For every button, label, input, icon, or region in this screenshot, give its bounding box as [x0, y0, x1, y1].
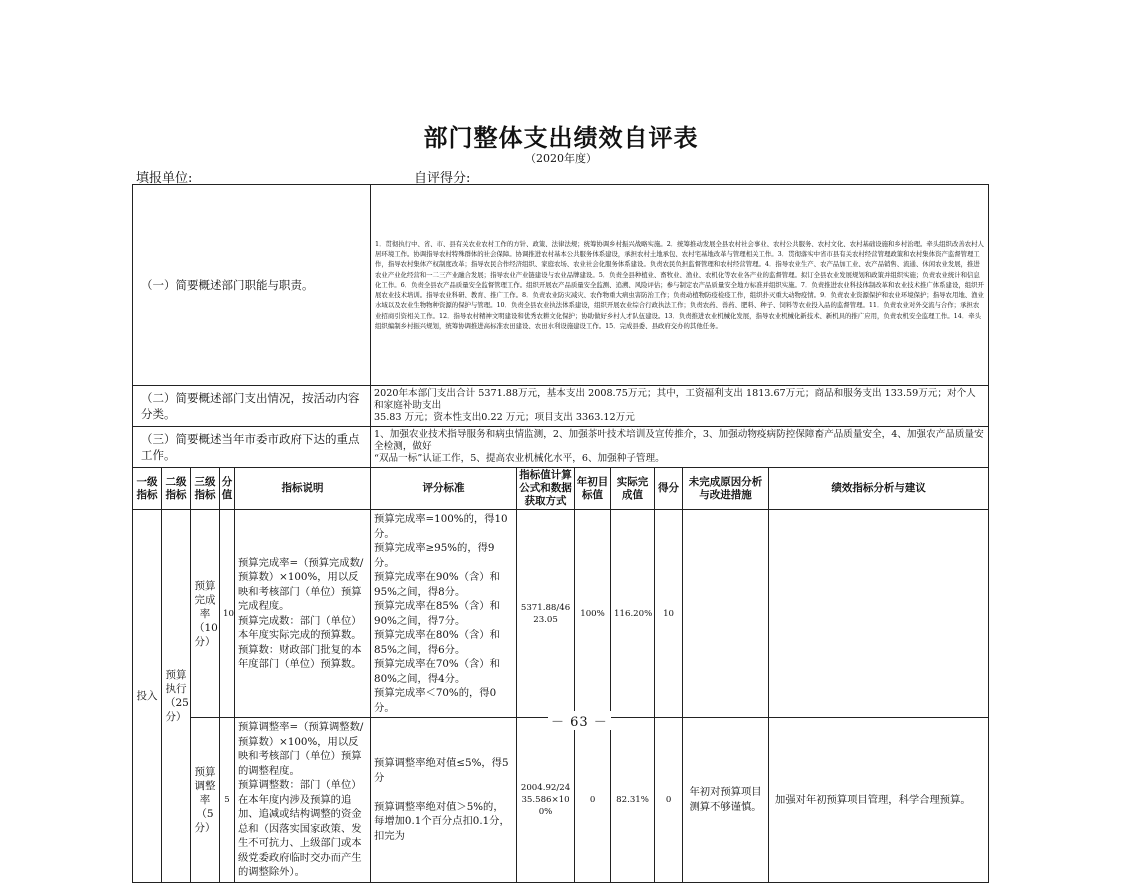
lvl3-cell: 预算完成率（10分）: [191, 510, 220, 718]
page-title: 部门整体支出绩效自评表: [423, 124, 699, 152]
analysis-cell: [769, 510, 989, 718]
header-scoring-std: 评分标准: [371, 468, 517, 510]
scoring-std-cell: 预算调整率绝对值≤5%，得5分 预算调整率绝对值＞5%的，每增加0.1个百分点扣0.1分，扣完为: [371, 718, 517, 883]
indicator-desc-cell: 预算完成率=（预算完成数/预算数）×100%，用以反映和考核部门（单位）预算完成程度。 预算完成数：部门（单位）本年度实际完成的预算数。 预算数：财政部门批复的本年度部门（单位）预算数。: [235, 510, 371, 718]
actual-cell: 116.20%: [611, 510, 655, 718]
score-cell: 0: [655, 718, 683, 883]
header-target: 年初目标值: [575, 468, 611, 510]
fill-unit-label: 填报单位:: [136, 171, 193, 186]
header-lvl2: 二级指标: [162, 468, 191, 510]
target-cell: 0: [575, 718, 611, 883]
header-score: 得分: [655, 468, 683, 510]
header-formula: 指标值计算公式和数据获取方式: [517, 468, 575, 510]
header-row: [133, 468, 989, 510]
table-row: [133, 718, 989, 883]
spend-text: [371, 386, 989, 427]
duty-row: [133, 185, 989, 386]
lvl3-cell: 预算调整率（5分）: [191, 718, 220, 883]
task-label: （三）简要概述当年市委市政府下达的重点工作。: [133, 427, 371, 468]
lvl2-cell: 预算执行（25分）: [162, 510, 191, 883]
target-cell: 100%: [575, 510, 611, 718]
table-row: [133, 510, 989, 718]
task-line-1: 1、加强农业技术指导服务和病虫情监测，2、加强茶叶技术培训及宣传推介，3、加强动物疫病防控保障畜产品质量安全，4、加强农产品质量安全检测，做好: [374, 429, 984, 452]
analysis-cell: 加强对年初预算项目管理，科学合理预算。: [769, 718, 989, 883]
header-analysis: 绩效指标分析与建议: [769, 468, 989, 510]
header-score-value: 分值: [220, 468, 235, 510]
report-year: （2020年度）: [525, 152, 597, 165]
task-line-2: “双品一标”认证工作，5、提高农业机械化水平，6、加强种子管理。: [374, 453, 665, 464]
header-lvl1: 一级指标: [133, 468, 162, 510]
actual-cell: 82.31%: [611, 718, 655, 883]
spend-label: （二）简要概述部门支出情况，按活动内容分类。: [133, 386, 371, 427]
score-cell: 10: [655, 510, 683, 718]
scoring-std-cell: 预算完成率=100%的，得10分。 预算完成率≥95%的，得9分。 预算完成率在90%（含）和95%之间，得8分。 预算完成率在85%（含）和90%之间，得7分。 预算完成率在80%（含）和85%之间，得6分。 预算完成率在70%（含）和80%之间，得4分。 预算完成率＜70%的，得0分。: [371, 510, 517, 718]
spend-line-1: 2020年本部门支出合计 5371.88万元，基本支出 2008.75万元；其中，工资福利支出 1813.67万元；商品和服务支出 133.59万元；对个人和家庭补助支出: [374, 388, 976, 411]
self-score-label: 自评得分:: [414, 171, 471, 186]
evaluation-table: [132, 184, 989, 883]
indicator-desc-cell: 预算调整率=（预算调整数/预算数）×100%，用以反映和考核部门（单位）预算的调整程度。 预算调整数：部门（单位）在本年度内涉及预算的追加、追减或结构调整的资金总和（因落实国家政策、发生不可抗力、上级部门或本级党委政府临时交办而产生的调整除外）。: [235, 718, 371, 883]
reason-cell: [683, 510, 769, 718]
duty-text: 1．贯彻执行中、省、市、县有关农业农村工作的方针、政策、法律法规；统筹协调乡村振兴战略实施。2．统筹推动发展全县农村社会事业、农村公共服务、农村文化、农村基础设施和乡村治理。牵头组织改善农村人居环境工作。协调指导农村特殊群体的社会保障。协调推进农村基本公共服务体系建设，承担农村土地承包、农村宅基地改革与管理相关工作。3．贯彻落实中省市县有关农村经营管理政策和农村集体资产监督管理工作，指导农村集体产权制度改革；指导农民合作经济组织、家庭农场、农业社会化服务体系建设。负责农民负担监督管理和农村经营管理。4．指导农业生产、农产品加工业、农产品销售、流通、休闲农业发展，推进农业产业化经营和一二三产业融合发展；指导农业产业链建设与农业品牌建设。5．负责全县种植业、畜牧业、渔业、农机化等农业各产业的监督管理。拟订全县农业发展规划和政策并组织实施；负责农业统计和信息化工作。6．负责全县农产品质量安全监督管理工作。组织开展农产品质量安全监测、追溯、风险评估；参与制定农产品质量安全地方标准并组织实施。7．负责推进农业科技体制改革和农业技术推广体系建设，组织开展农业技术培训。指导农业科研、教育、推广工作。8．负责农业防灾减灾、农作物重大病虫害防治工作；负责动植物防疫检疫工作，组织扑灭重大动物疫情。9．负责农业资源保护和农业环境保护；指导农用地、渔业水域以及农业生物物种资源的保护与管理。10．负责全县农业执法体系建设，组织开展农业综合行政执法工作；负责农药、兽药、肥料、种子、饲料等农业投入品的监督管理。11．负责农业对外交流与合作；承担农业招商引资相关工作。12．指导农村精神文明建设和优秀农耕文化保护；协助做好乡村人才队伍建设。13．负责推进农业机械化发展，指导农业机械化新技术、新机具的推广应用，负责农机安全监理工作。14．牵头组织编制乡村振兴规划，统筹协调推进高标准农田建设、农田水利设施建设工作。15．完成县委、县政府交办的其他任务。: [371, 185, 989, 386]
reason-cell: 年初对预算项目测算不够谨慎。: [683, 718, 769, 883]
formula-cell: 5371.88/4623.05: [517, 510, 575, 718]
header-lvl3: 三级指标: [191, 468, 220, 510]
spend-row: [133, 386, 989, 427]
score-value-cell: 5: [220, 718, 235, 883]
page-number: － 63 －: [548, 711, 611, 730]
header-reason: 未完成原因分析与改进措施: [683, 468, 769, 510]
lvl1-cell: 投入: [133, 510, 162, 883]
task-text: [371, 427, 989, 468]
score-value-cell: 10: [220, 510, 235, 718]
spend-line-2: 35.83 万元；资本性支出0.22 万元；项目支出 3363.12万元: [374, 412, 635, 423]
header-indicator-desc: 指标说明: [235, 468, 371, 510]
header-actual: 实际完成值: [611, 468, 655, 510]
duty-label: （一）简要概述部门职能与职责。: [133, 185, 371, 386]
task-row: [133, 427, 989, 468]
formula-cell: 2004.92/2435.586×100%: [517, 718, 575, 883]
